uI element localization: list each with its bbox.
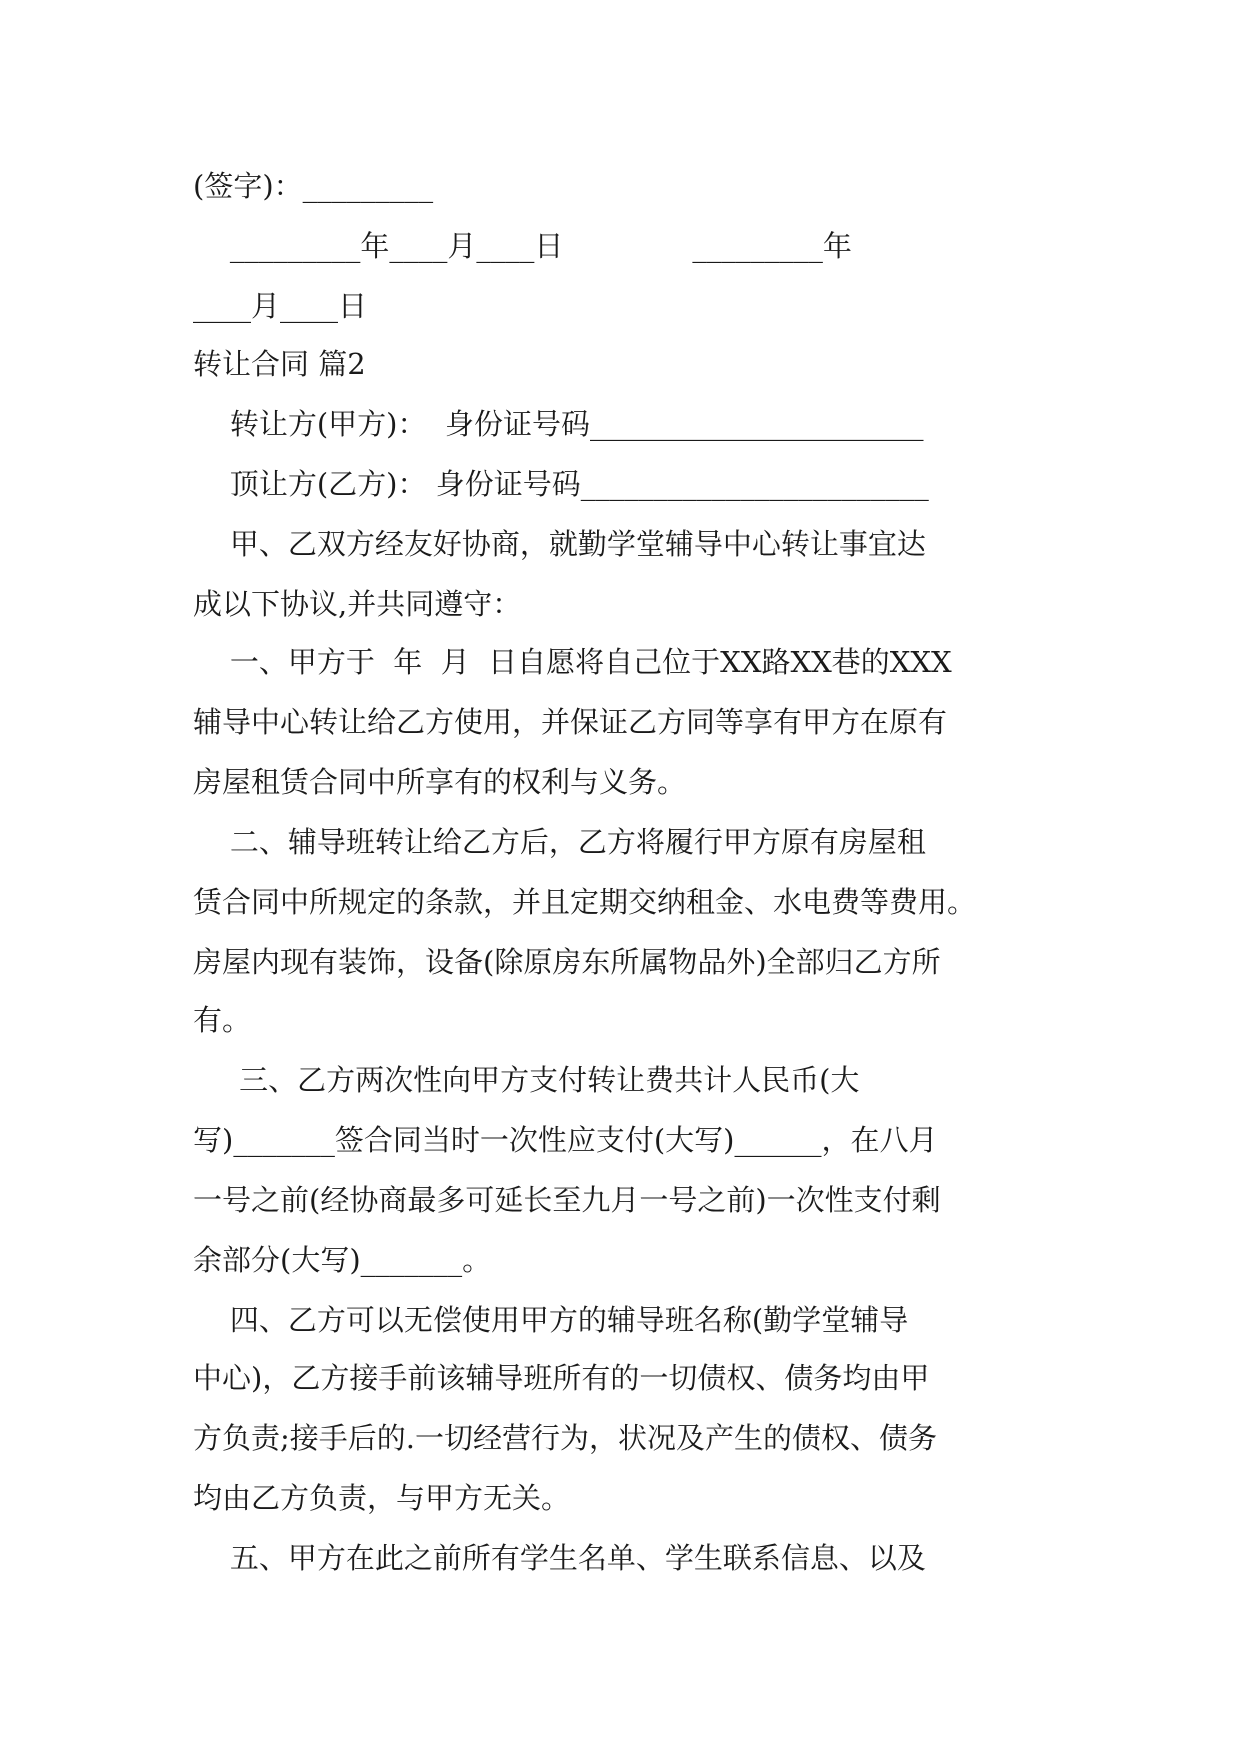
transferor-line: 转让方(甲方)： 身份证号码_______________________ [193,407,924,441]
clause-1-line: 辅导中心转让给乙方使用，并保证乙方同等享有甲方在原有 [193,705,948,739]
clause-3-line: 三、乙方两次性向甲方支付转让费共计人民币(大 [193,1063,860,1097]
clause-1-line: 一、甲方于 年 月 日自愿将自己位于XX路XX巷的XXX [193,645,952,679]
clause-4-line: 均由乙方负责，与甲方无关。 [193,1481,571,1515]
clause-5-line: 五、甲方在此之前所有学生名单、学生联系信息、以及 [193,1541,926,1575]
clause-3-line: 余部分(大写)_______。 [193,1243,492,1277]
date-line-1: _________年____月____日 _________年 [193,229,852,263]
clause-2-line: 有。 [193,1003,252,1037]
clause-3-line: 写)_______签合同当时一次性应支付(大写)______，在八月 [193,1123,938,1157]
clause-4-line: 方负责;接手后的.一切经营行为，状况及产生的债权、债务 [193,1421,937,1455]
date-line-2: ____月____日 [193,289,368,323]
transferee-line: 顶让方(乙方)： 身份证号码________________________ [193,467,929,501]
clause-2-line: 二、辅导班转让给乙方后，乙方将履行甲方原有房屋租 [193,825,926,859]
clause-2-line: 房屋内现有装饰，设备(除原房东所属物品外)全部归乙方所 [193,945,941,979]
clause-3-line: 一号之前(经协商最多可延长至九月一号之前)一次性支付剩 [193,1183,941,1217]
paragraph-line: 甲、乙双方经友好协商，就勤学堂辅导中心转让事宜达 [193,527,926,561]
clause-4-line: 中心)，乙方接手前该辅导班所有的一切债权、债务均由甲 [193,1361,930,1395]
clause-2-line: 赁合同中所规定的条款，并且定期交纳租金、水电费等费用。 [193,885,977,919]
signature-line: (签字)：_________ [193,169,434,203]
paragraph-line: 成以下协议,并共同遵守： [193,587,522,621]
section-title: 转让合同 篇2 [193,347,366,381]
clause-1-line: 房屋租赁合同中所享有的权利与义务。 [193,765,687,799]
clause-4-line: 四、乙方可以无偿使用甲方的辅导班名称(勤学堂辅导 [193,1303,909,1337]
